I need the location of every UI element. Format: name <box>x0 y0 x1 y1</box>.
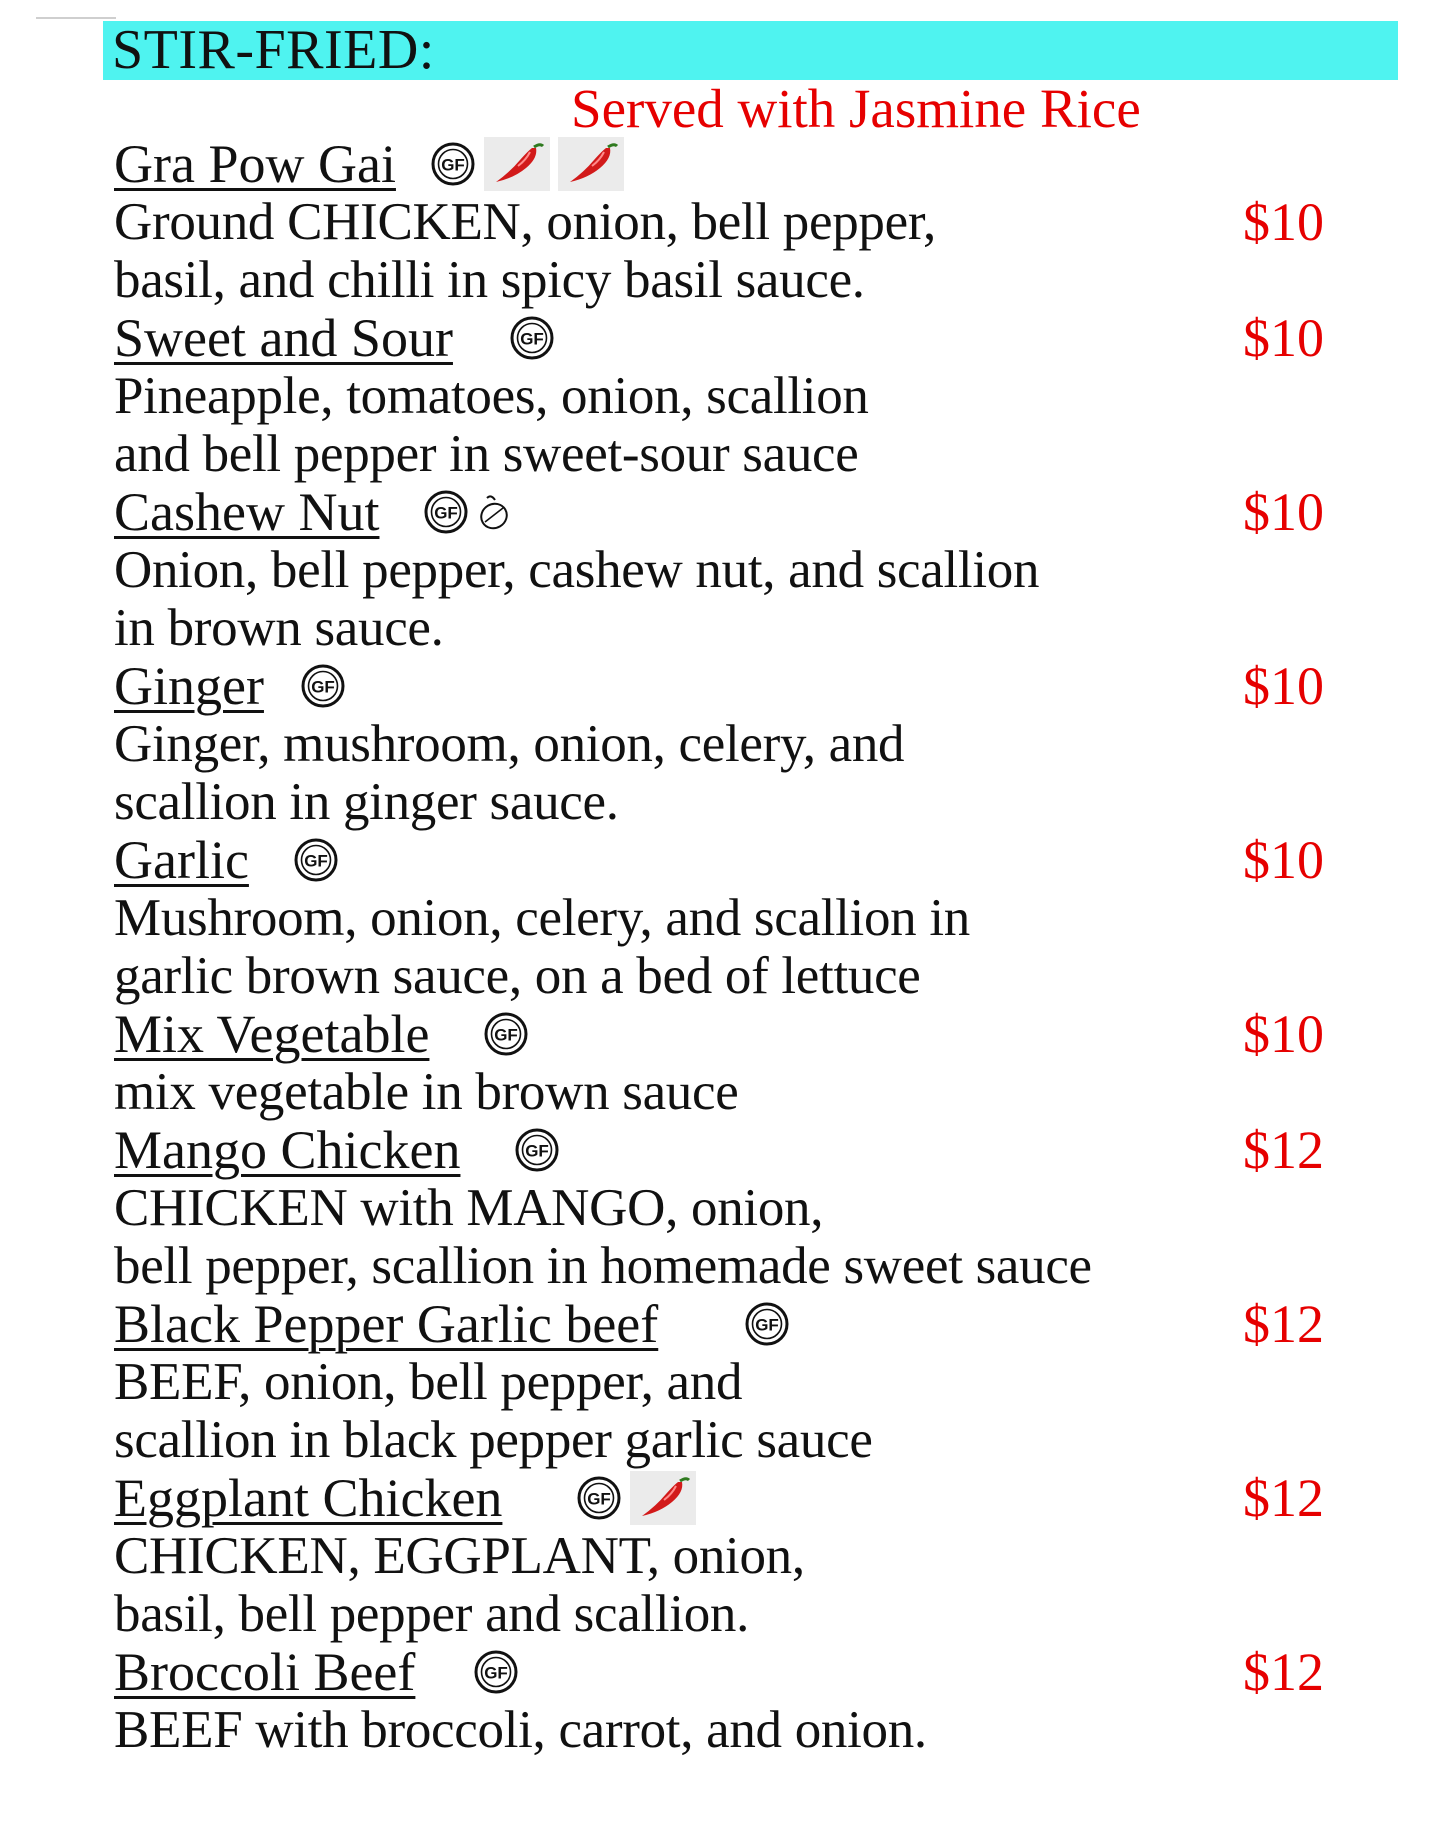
gluten-free-icon <box>744 1301 790 1347</box>
menu-item-header <box>114 309 1324 367</box>
section-title: STIR-FRIED: <box>112 19 435 81</box>
dietary-badges <box>483 1011 529 1057</box>
svg-text:GF: GF <box>484 1663 509 1683</box>
chili-pepper-icon <box>630 1471 696 1525</box>
menu-item-description: mix vegetable in brown sauce <box>114 1063 739 1121</box>
menu-item-description: Ginger, mushroom, onion, celery, and <box>114 715 905 773</box>
menu-item-name: Black Pepper Garlic beef <box>114 1294 659 1354</box>
gluten-free-icon <box>300 663 346 709</box>
dietary-badges <box>509 315 555 361</box>
svg-text:GF: GF <box>525 1141 550 1161</box>
menu-item-description: Ground CHICKEN, onion, bell pepper, <box>114 193 936 251</box>
dietary-badges <box>744 1301 790 1347</box>
menu-list <box>114 135 1324 1759</box>
menu-item <box>114 1005 1324 1121</box>
gluten-free-icon <box>514 1127 560 1173</box>
svg-text:GF: GF <box>520 329 544 349</box>
menu-item-header <box>114 135 1324 193</box>
svg-text:GF: GF <box>587 1489 612 1509</box>
gluten-free-icon <box>293 837 339 883</box>
gluten-free-icon <box>483 1011 529 1057</box>
menu-item-description: CHICKEN, EGGPLANT, onion, <box>114 1527 805 1585</box>
menu-item-name: Cashew Nut <box>114 482 380 542</box>
menu-item-description: and bell pepper in sweet-sour sauce <box>114 425 859 483</box>
menu-item-description: garlic brown sauce, on a bed of lettuce <box>114 947 921 1005</box>
menu-item-name: Ginger <box>114 656 264 716</box>
svg-text:GF: GF <box>755 1315 780 1335</box>
menu-item <box>114 1295 1324 1469</box>
menu-item-description: Onion, bell pepper, cashew nut, and scallion <box>114 541 1040 599</box>
gluten-free-icon <box>473 1649 519 1695</box>
menu-item-name: Garlic <box>114 830 249 890</box>
menu-item-name: Eggplant Chicken <box>114 1468 503 1528</box>
menu-item-price: $10 <box>1243 308 1324 368</box>
menu-item-price: $10 <box>1243 830 1324 890</box>
menu-item-header <box>114 831 1324 889</box>
menu-item <box>114 657 1324 831</box>
menu-item-description: scallion in ginger sauce. <box>114 773 619 831</box>
menu-item-description: basil, and chilli in spicy basil sauce. <box>114 251 865 309</box>
menu-item-description: scallion in black pepper garlic sauce <box>114 1411 873 1469</box>
menu-item-name: Mix Vegetable <box>114 1004 430 1064</box>
dietary-badges <box>514 1127 560 1173</box>
svg-text:GF: GF <box>434 503 459 523</box>
menu-item <box>114 135 1324 309</box>
chili-pepper-icon <box>484 137 550 191</box>
menu-item-name: Gra Pow Gai <box>114 134 396 194</box>
gluten-free-icon <box>509 315 555 361</box>
dietary-badges <box>300 663 346 709</box>
section-subtitle: Served with Jasmine Rice <box>571 78 1141 139</box>
menu-item-price: $10 <box>1243 192 1324 252</box>
svg-text:GF: GF <box>311 677 335 697</box>
menu-item-description: basil, bell pepper and scallion. <box>114 1585 750 1643</box>
menu-item-price: $12 <box>1243 1642 1324 1702</box>
menu-item-description: BEEF with broccoli, carrot, and onion. <box>114 1701 927 1759</box>
menu-item-header <box>114 657 1324 715</box>
chili-pepper-icon <box>558 137 624 191</box>
menu-item-description: in brown sauce. <box>114 599 444 657</box>
menu-item <box>114 1643 1324 1759</box>
svg-text:GF: GF <box>304 851 328 871</box>
dietary-badges <box>293 837 339 883</box>
peanut-allergen-icon <box>477 492 511 532</box>
gluten-free-icon <box>576 1475 622 1521</box>
dietary-badges <box>423 489 511 535</box>
dietary-badges <box>576 1471 696 1525</box>
menu-item-description: bell pepper, scallion in homemade sweet sauce <box>114 1237 1092 1295</box>
svg-text:GF: GF <box>441 155 465 175</box>
gluten-free-icon <box>430 141 476 187</box>
menu-item-header <box>114 483 1324 541</box>
menu-item-name: Broccoli Beef <box>114 1642 416 1702</box>
menu-item-price: $12 <box>1243 1120 1324 1180</box>
gluten-free-icon <box>423 489 469 535</box>
menu-item-description: Pineapple, tomatoes, onion, scallion <box>114 367 869 425</box>
menu-item-description: CHICKEN with MANGO, onion, <box>114 1179 824 1237</box>
menu-item-description: Mushroom, onion, celery, and scallion in <box>114 889 970 947</box>
menu-item-name: Sweet and Sour <box>114 308 453 368</box>
menu-item-header <box>114 1005 1324 1063</box>
menu-item <box>114 1469 1324 1643</box>
menu-item-header <box>114 1295 1324 1353</box>
menu-item <box>114 1121 1324 1295</box>
menu-item-header <box>114 1469 1324 1527</box>
menu-item-price: $10 <box>1243 482 1324 542</box>
menu-item-price: $12 <box>1243 1468 1324 1528</box>
menu-item <box>114 831 1324 1005</box>
dietary-badges <box>430 137 624 191</box>
dietary-badges <box>473 1649 519 1695</box>
menu-item <box>114 309 1324 483</box>
menu-item-price: $10 <box>1243 656 1324 716</box>
menu-item-header <box>114 1121 1324 1179</box>
menu-item-price: $10 <box>1243 1004 1324 1064</box>
corner-mark <box>36 17 116 19</box>
menu-item <box>114 483 1324 657</box>
menu-item-price: $12 <box>1243 1294 1324 1354</box>
menu-item-header <box>114 1643 1324 1701</box>
menu-item-name: Mango Chicken <box>114 1120 461 1180</box>
svg-text:GF: GF <box>494 1025 519 1045</box>
menu-item-description: BEEF, onion, bell pepper, and <box>114 1353 743 1411</box>
